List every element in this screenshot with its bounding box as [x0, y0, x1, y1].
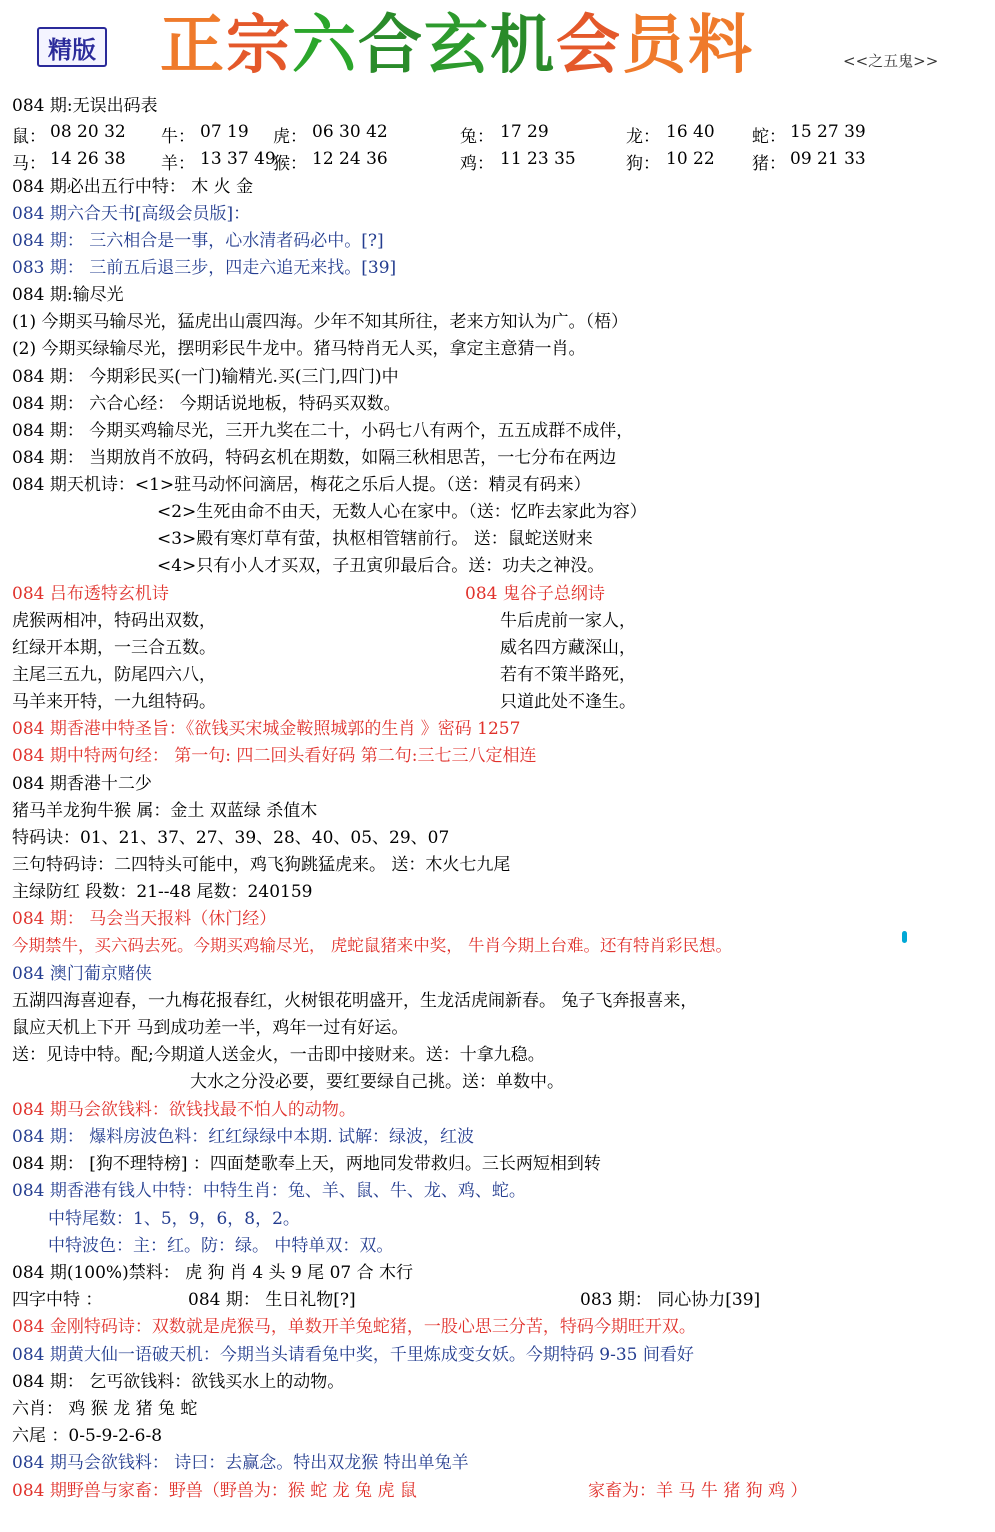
title-char: 机: [490, 8, 556, 83]
zodiac-numbers: 14 26 38: [50, 149, 126, 169]
poem-right-line: 牛后虎前一家人，: [500, 611, 636, 631]
text-line: 084 期： 马会当天报料（休门经）: [12, 909, 277, 929]
text-line: (1) 今期买马输尽光，猛虎出山震四海。少年不知其所往，老来方知认为广。（梧）: [12, 312, 628, 332]
text-line: 084 金刚特码诗：双数就是虎猴马，单数开羊兔蛇猪，一股心思三分苦，特码今期旺开双。: [12, 1317, 696, 1337]
text-line: 084 期： 六合心经： 今期话说地板，特码买双数。: [12, 394, 401, 414]
text-line: 083 期： 三前五后退三步，四走六追无来找。[39]: [12, 258, 397, 278]
title-char: 合: [358, 8, 424, 83]
zodiac-numbers: 12 24 36: [312, 149, 388, 169]
zodiac-heading: 084 期:无误出码表: [12, 96, 158, 116]
text-line: 084 期香港十二少: [12, 774, 152, 794]
page-subtitle: <<之五鬼>>: [843, 52, 939, 70]
text-line: 084 期： 今期买鸡输尽光，三开九奖在二十，小码七八有两个，五五成群不成伴，: [12, 421, 634, 441]
zodiac-animal: 马：: [12, 154, 46, 174]
zodiac-animal: 羊：: [161, 154, 195, 174]
zodiac-numbers: 07 19: [200, 122, 249, 142]
text-line: 084 期黄大仙一语破天机：今期当头请看兔中奖，千里炼成变女妖。今期特码 9-35 间看好: [12, 1345, 694, 1365]
poem-line: <4>只有小人才买双，子丑寅卯最后合。送：功夫之神没。: [157, 556, 605, 576]
poem-left-line: 主尾三五九，防尾四六八，: [12, 665, 216, 685]
page-title: [160, 6, 754, 86]
marker-dot: [902, 931, 907, 943]
text-line: 猪马羊龙狗牛猴 属：金土 双蓝绿 杀值木: [12, 801, 318, 821]
zodiac-numbers: 06 30 42: [312, 122, 388, 142]
text-line: 084 期:输尽光: [12, 285, 124, 305]
text-line: 084 期： 爆料房波色料：红红绿绿中本期. 试解：绿波，红波: [12, 1127, 475, 1147]
text-line: (2) 今期买绿输尽光，摆明彩民牛龙中。猪马特肖无人买，拿定主意猜一肖。: [12, 339, 586, 359]
text-line: 084 期： 今期彩民买(一门)输精光.买(三门,四门)中: [12, 367, 399, 387]
text-line: 084 期必出五行中特： 木 火 金: [12, 177, 254, 197]
text-line: 鼠应天机上下开 马到成功差一半，鸡年一过有好运。: [12, 1018, 409, 1038]
zodiac-animal: 猪：: [752, 154, 786, 174]
poem-title-left: 084 吕布透特玄机诗: [12, 584, 169, 604]
text-line: 084 期马会欲钱料：欲钱找最不怕人的动物。: [12, 1100, 356, 1120]
title-char: 宗: [226, 8, 292, 83]
poem-left-line: 虎猴两相冲，特码出双数，: [12, 611, 216, 631]
poem-left-line: 马羊来开特，一九组特码。: [12, 692, 216, 712]
text-line: 084 期香港有钱人中特：中特生肖：兔、羊、鼠、牛、龙、鸡、蛇。: [12, 1181, 526, 1201]
zodiac-numbers: 08 20 32: [50, 122, 126, 142]
zodiac-animal: 鸡：: [460, 154, 494, 174]
zodiac-numbers: 15 27 39: [790, 122, 866, 142]
text-line: 084 期马会欲钱料： 诗曰：去赢念。特出双龙猴 特出单兔羊: [12, 1453, 469, 1473]
text-line: 中特波色：主：红。防：绿。 中特单双：双。: [48, 1236, 394, 1256]
zodiac-numbers: 09 21 33: [790, 149, 866, 169]
zodiac-numbers: 17 29: [500, 122, 549, 142]
zodiac-animal: 猴：: [273, 154, 307, 174]
text-line: 084 期六合天书[高级会员版]：: [12, 204, 251, 224]
zodiac-animal: 兔：: [460, 127, 494, 147]
text-line: 六肖： 鸡 猴 龙 猪 兔 蛇: [12, 1399, 198, 1419]
text-line: 送：见诗中特。配;今期道人送金火，一击即中接财来。送：十拿九稳。: [12, 1045, 545, 1065]
title-char: 正: [160, 8, 226, 83]
text-line: 084 澳门葡京赌侠: [12, 964, 152, 984]
text-line: 六尾 ：0-5-9-2-6-8: [12, 1426, 163, 1446]
poem-line: <2>生死由命不由天，无数人心在家中。（送：忆昨去家此为容）: [157, 502, 647, 522]
zodiac-numbers: 16 40: [666, 122, 715, 142]
title-char: 六: [292, 8, 358, 83]
zodiac-numbers: 10 22: [666, 149, 715, 169]
text-line: 特码诀：01、21、37、27、39、28、40、05、29、07: [12, 828, 450, 848]
text-line: 084 期香港中特圣旨：《欲钱买宋城金鞍照城郭的生肖 》密码 1257: [12, 719, 521, 739]
title-char: 会: [556, 8, 622, 83]
text-line: 中特尾数：1、5，9，6，8，2。: [48, 1209, 300, 1229]
text-line: 084 期： 三六相合是一事，心水清者码必中。[?]: [12, 231, 384, 251]
zodiac-animal: 龙：: [626, 127, 660, 147]
poem-right-line: 只道此处不逢生。: [500, 692, 636, 712]
text-line: 084 期： 当期放肖不放码，特码玄机在期数，如隔三秋相思苦，一七分布在两边: [12, 448, 617, 468]
poem-left-line: 红绿开本期，一三合五数。: [12, 638, 216, 658]
wild-animals-line: 084 期野兽与家畜：野兽（野兽为：猴 蛇 龙 兔 虎 鼠: [12, 1481, 417, 1501]
title-char: 玄: [424, 8, 490, 83]
text-line: 主绿防红 段数：21--48 尾数：240159: [12, 882, 313, 902]
fourchar-previous: 083 期： 同心协力[39]: [580, 1290, 761, 1310]
poem-right-line: 威名四方藏深山，: [500, 638, 636, 658]
zodiac-numbers: 11 23 35: [500, 149, 576, 169]
text-line: 084 期中特两句经： 第一句: 四二回头看好码 第二句:三七三八定相连: [12, 746, 537, 766]
edition-badge: 精版: [37, 27, 107, 67]
text-line: 大水之分没必要，要红要绿自己挑。送：单数中。: [190, 1072, 564, 1092]
fourchar-current: 084 期： 生日礼物[?]: [188, 1290, 356, 1310]
poem-title-right: 084 鬼谷子总纲诗: [465, 584, 605, 604]
text-line: 084 期： [狗不理特榜] ：四面楚歌奉上天，两地同发带救归。三长两短相到转: [12, 1154, 601, 1174]
poem-line: <3>殿有寒灯草有萤，执枢相管辖前行。 送：鼠蛇送财来: [157, 529, 593, 549]
poem-line: 084 期天机诗：<1>驻马动怀问滴居，梅花之乐后人提。（送：精灵有码来）: [12, 475, 591, 495]
text-line: 今期禁牛，买六码去死。今期买鸡输尽光， 虎蛇鼠猪来中奖， 牛肖今期上台难。还有特肖彩民想。: [12, 936, 732, 955]
zodiac-animal: 狗：: [626, 154, 660, 174]
text-line: 084 期(100%)禁料： 虎 狗 肖 4 头 9 尾 07 合 木行: [12, 1263, 414, 1283]
zodiac-animal: 鼠：: [12, 127, 46, 147]
zodiac-animal: 蛇：: [752, 127, 786, 147]
text-line: 五湖四海喜迎春，一九梅花报春红，火树银花明盛开，生龙活虎闹新春。 兔子飞奔报喜来，: [12, 991, 698, 1011]
text-line: 084 期： 乞丐欲钱料：欲钱买水上的动物。: [12, 1372, 345, 1392]
livestock-line: 家畜为：羊 马 牛 猪 狗 鸡 ）: [588, 1481, 808, 1501]
fourchar-label: 四字中特 ：: [12, 1290, 103, 1310]
text-line: 三句特码诗：二四特头可能中，鸡飞狗跳猛虎来。 送：木火七九尾: [12, 855, 511, 875]
title-char: 料: [688, 8, 754, 83]
poem-right-line: 若有不策半路死，: [500, 665, 636, 685]
zodiac-numbers: 13 37 49: [200, 149, 276, 169]
zodiac-animal: 牛：: [161, 127, 195, 147]
zodiac-animal: 虎：: [273, 127, 307, 147]
title-char: 员: [622, 8, 688, 83]
